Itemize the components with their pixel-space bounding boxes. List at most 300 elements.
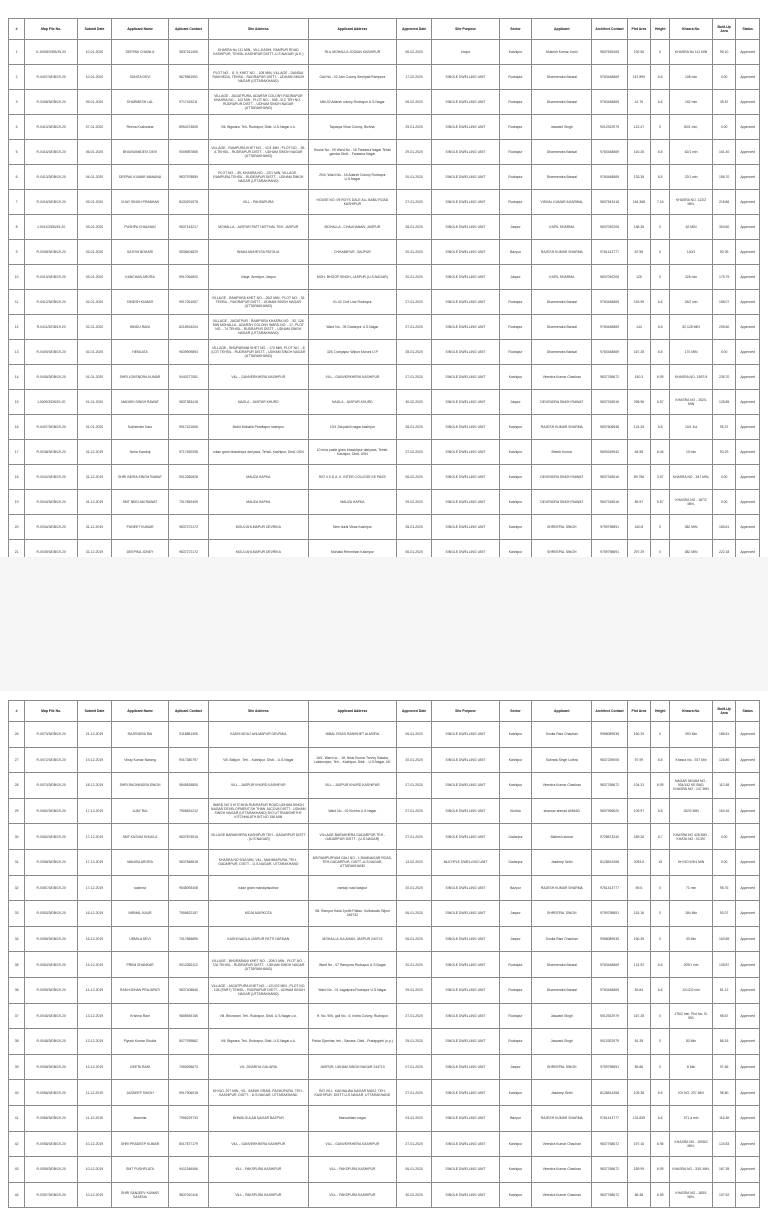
table-cell: 18-12-2019 <box>78 773 112 799</box>
table-cell: R-0034/3/DB/19-20 <box>25 515 78 540</box>
table-cell: 0.00 <box>712 465 736 490</box>
table-cell: SINGLE DWELLING UNIT <box>432 952 500 978</box>
table-cell: 97.99 <box>627 747 651 773</box>
table-cell: 9837239005 <box>592 747 627 773</box>
table-cell: 9958089935 <box>592 722 627 748</box>
table-cell: 163.16 <box>712 798 736 824</box>
table-cell: R-0058/3/DB/19-20 <box>25 849 78 875</box>
table-cell: Rudrapur <box>499 952 531 978</box>
table-cell: 9845818805 <box>169 773 209 799</box>
table-cell: SINGLE DWELLING UNIT <box>432 515 500 540</box>
table-cell: SINGLE DWELLING UNIT <box>432 773 500 799</box>
table-cell: 33 Min <box>670 926 713 952</box>
status-cell: Approved <box>736 165 760 190</box>
table-row <box>9 440 760 465</box>
table-cell: 28-01-2020 <box>396 340 431 365</box>
table-cell: 19 <box>9 490 25 515</box>
table-cell: 35 <box>9 952 25 978</box>
table-cell: 13-12-2019 <box>78 1003 112 1029</box>
table-cell: SHRI LOKENDRA KUMAR <box>111 365 168 390</box>
table-cell: 156.70 <box>712 165 736 190</box>
table-row <box>9 1105 760 1131</box>
table-cell: 184 Min <box>670 901 713 927</box>
table-cell: JASDEEP SINGH <box>111 1080 168 1106</box>
table-cell: Vill. Bigwara, Teh- Rudrapur, Distt- U.S.Nagar u.k. <box>208 115 308 140</box>
table-cell: 9958089935 <box>592 926 627 952</box>
table-row <box>9 65 760 90</box>
table-cell: 89.756 <box>627 465 651 490</box>
status-cell: Approved <box>736 1054 760 1080</box>
table-cell: 9837848818 <box>169 849 209 875</box>
column-header: Plot Area <box>627 701 651 722</box>
table-cell: Jaspur <box>499 1054 531 1080</box>
table-cell: 9759798891 <box>592 540 627 565</box>
table-cell: Jaswant Singh <box>532 1003 592 1029</box>
table-cell: Kashipur <box>499 515 531 540</box>
table-cell: BHAGWANDEVI DEVI <box>111 140 168 165</box>
table-cell: 9005957865 <box>169 140 209 165</box>
table-cell: 93.07 <box>712 901 736 927</box>
table-cell: 131.839 <box>627 1105 651 1131</box>
table-cell: SINGLE DWELLING UNIT <box>432 240 500 265</box>
table-cell: 27-01-2020 <box>396 1003 431 1029</box>
table-cell: Dharmendra Bansal <box>532 340 592 365</box>
table-cell: 0 <box>651 115 670 140</box>
header-row <box>9 19 760 40</box>
page-break <box>0 557 768 691</box>
table-cell: 197.16 <box>627 1131 651 1157</box>
table-cell: 03-01-2020 <box>78 240 112 265</box>
table-cell: 0 <box>651 926 670 952</box>
table-cell: 10/1 Zul <box>670 415 713 440</box>
table-cell: 6.5 <box>651 140 670 165</box>
table-cell: SHREEPAL SINGH <box>532 1054 592 1080</box>
column-header: Site Purpose <box>432 19 500 40</box>
table-cell: Kashipur <box>499 1157 531 1183</box>
table-cell: Kashipur <box>499 40 531 65</box>
table-cell: 7017852409 <box>169 490 209 515</box>
table-cell: 37 <box>9 1003 25 1029</box>
table-cell: VISHAL KUMAR AGARWAL <box>532 190 592 215</box>
table-cell: vulan gram mandiyasutinor <box>208 875 308 901</box>
column-header: Applicant Address <box>308 19 396 40</box>
table-cell: 42 <box>9 1131 25 1157</box>
table-cell: 12-12-2019 <box>78 1054 112 1080</box>
table-cell: 06-01-2020 <box>396 926 431 952</box>
table-cell: 29-01-2020 <box>396 1029 431 1055</box>
table-cell: RAM KISHAN PRAJAPATI <box>111 977 168 1003</box>
table-cell: MANISA ARORA <box>111 849 168 875</box>
table-cell: DEEPAK KUMAR MANANA <box>111 165 168 190</box>
table-cell: 8 Min <box>670 1054 713 1080</box>
column-header: Applicant <box>532 701 592 722</box>
table-cell: SINGLE DWELLING UNIT <box>432 1054 500 1080</box>
table-cell: 20-01-2020 <box>396 747 431 773</box>
table-cell: 6.5 <box>651 90 670 115</box>
table-cell: 19-12-2019 <box>78 747 112 773</box>
table-cell: 9012922979 <box>592 115 627 140</box>
table-cell: 06-01-2020 <box>78 140 112 165</box>
table-cell: 0 <box>651 265 670 290</box>
table-row <box>9 365 760 390</box>
table-cell: 7906822157 <box>169 901 209 927</box>
table-cell: DEVENDRA SINGH RAWAT <box>532 490 592 515</box>
table-cell: 0 <box>651 1054 670 1080</box>
table-cell: 7 <box>9 190 25 215</box>
table-cell: R-0412/3/DB/19-20 <box>25 290 78 315</box>
table-cell: 9837318516 <box>592 465 627 490</box>
table-cell: MOHALLA - CHAUHANAN, JASPUR <box>308 215 396 240</box>
table-cell: Gali No - 02 Jain Colony Semipati Rampura <box>308 65 396 90</box>
table-cell: Ward No - 07 Rampura Rudrapur U.S.Nagar <box>308 952 396 978</box>
table-cell: R-0409/3/DB/19-20 <box>25 340 78 365</box>
table-cell: SINGLE DWELLING UNIT <box>432 90 500 115</box>
table-cell: 9118881305 <box>169 722 209 748</box>
status-cell: Approved <box>736 849 760 875</box>
column-header: Applicant <box>532 19 592 40</box>
table-cell: 152 min <box>670 90 713 115</box>
status-cell: Approved <box>736 140 760 165</box>
table-cell: J-0009/3/DB/19-20 <box>25 390 78 415</box>
table-cell: 16-12-2019 <box>78 926 112 952</box>
table-cell: SINGLE DWELLING UNIT <box>432 798 500 824</box>
table-cell: 29-01-2020 <box>396 140 431 165</box>
table-cell: SINGLE DWELLING UNIT <box>432 340 500 365</box>
table-cell: 9017380797 <box>169 747 209 773</box>
table-cell: 21 <box>9 540 25 565</box>
table-cell: 107.92 <box>712 1182 736 1208</box>
table-cell: 10-12-2019 <box>78 1157 112 1183</box>
table-cell: 26/2 min <box>670 290 713 315</box>
table-cell: 30 <box>9 824 25 850</box>
table-cell: 8954374605 <box>169 115 209 140</box>
table-cell: Jaspur <box>499 926 531 952</box>
table-cell: 38 <box>9 1029 25 1055</box>
table-cell: Vill. Rampur Kalal Jyothi Pattan, Kulkawala, Bijnor 246732 <box>308 901 396 927</box>
table-cell: 28 <box>9 773 25 799</box>
table-cell: BINDU RANI <box>111 315 168 340</box>
table-cell: R-0057/3/DB/19-20 <box>25 1182 78 1208</box>
table-cell: RAJESH KUMAR SHARMA <box>532 240 592 265</box>
table-cell: SINGLE DWELLING UNIT <box>432 215 500 240</box>
column-header: Site Purpose <box>432 701 500 722</box>
status-cell: Approved <box>736 824 760 850</box>
table-cell: 0.00 <box>712 115 736 140</box>
table-cell: Rudrapur <box>499 290 531 315</box>
status-cell: Approved <box>736 977 760 1003</box>
table-cell: 17 <box>9 440 25 465</box>
table-cell: SINGLE DWELLING UNIT <box>432 1157 500 1183</box>
table-row <box>9 340 760 365</box>
table-cell: 13 <box>9 340 25 365</box>
table-cell: 8128814268 <box>592 1080 627 1106</box>
column-header: Khasra No. <box>670 19 713 40</box>
table-cell: 95.10 <box>712 40 736 65</box>
table-cell: Jaspur <box>499 265 531 290</box>
table-cell: 83.64 <box>627 977 651 1003</box>
table-cell: 12 <box>9 315 25 340</box>
table-cell: R-0407/3/DB/19-20 <box>25 65 78 90</box>
table-cell: 9760448869 <box>592 340 627 365</box>
table-cell: 9917906018 <box>169 1080 209 1106</box>
status-cell: Approved <box>736 365 760 390</box>
table-cell: Jaspur <box>499 215 531 240</box>
table-cell: VILLAGE - JAGATPURA, ADARSH COLONY RUDRAPUR KHASRA NO. - 102 MIN , PLOT NO. - 908 - B,C TEH NO. - RUDRAPUR DISTT. - UDHAM SINGH NAGAR (UTTARAKHAND) <box>208 90 308 115</box>
table-cell: 13-12-2019 <box>78 1029 112 1055</box>
status-cell: Approved <box>736 190 760 215</box>
table-cell: MOUJ AHLMAPUR DEVRIKA <box>208 540 308 565</box>
table-cell: 30-02-2020 <box>396 1182 431 1208</box>
table-cell: Pahar Djamhar, teh - Sanasa, Distt - Pratapgarh (u.p.) <box>308 1029 396 1055</box>
table-cell: RAJENDRA RAI <box>111 722 168 748</box>
table-cell: Jaspur <box>499 390 531 415</box>
table-cell: SINGLE DWELLING UNIT <box>432 1105 500 1131</box>
table-cell: sushma <box>111 875 168 901</box>
table-cell: Jaswant Singh <box>532 115 592 140</box>
header-row <box>9 701 760 722</box>
table-cell: 06-01-2020 <box>396 901 431 927</box>
table-cell: 14-12-2019 <box>78 952 112 978</box>
table-cell: 325 min <box>670 265 713 290</box>
column-header: Architect Contact <box>592 701 627 722</box>
table-cell: Rudrapur <box>499 90 531 115</box>
table-cell: 9012260528 <box>169 465 209 490</box>
table-cell: KAPIL SHARMA <box>532 265 592 290</box>
table-cell: 9837010116 <box>169 1182 209 1208</box>
status-cell: Approved <box>736 240 760 265</box>
table-cell: 167.28 <box>627 340 651 365</box>
table-cell: 10/1 Jila pakhi nagar kashipur <box>308 415 396 440</box>
table-cell: 98.67 <box>712 1003 736 1029</box>
table-cell: 9761413777 <box>592 1105 627 1131</box>
table-cell: KH NO 9/3/4 MIN <box>670 849 713 875</box>
table-cell: 9808945155 <box>169 1003 209 1029</box>
table-cell: 9 <box>9 240 25 265</box>
column-header: Applicant Name <box>111 701 168 722</box>
table-cell: KHASRA NO 9/3A MIN, VILL. MAHIMAPURA, TEH - GADARPUR, DISTT. - U.S.NAGAR, UTTARAKHAND <box>208 849 308 875</box>
table-cell: Kichha <box>499 798 531 824</box>
table-cell: Kashipur <box>499 1080 531 1106</box>
table-cell: 9760448869 <box>592 290 627 315</box>
table-cell: 03-01-2020 <box>78 265 112 290</box>
table-cell: PLOT NO. - 59, KHASRA NO. - 22/1 MIN, VILLAGE - RAMPURA TEHSIL - RUDRAPUR DISTT. - UDHAM SINGH NAGAR (UTTARAKHAND) <box>208 165 308 190</box>
table-cell: 20-01-2020 <box>396 240 431 265</box>
table-cell: 167.35 <box>712 1157 736 1183</box>
table-cell: 85.97 <box>627 490 651 515</box>
table-cell: 03-01-2020 <box>396 1105 431 1131</box>
table-cell: 31-12-2019 <box>78 465 112 490</box>
table-cell: 9837875516 <box>169 824 209 850</box>
column-header: Site Address <box>208 701 308 722</box>
table-cell: Krishna Rani <box>111 1003 168 1029</box>
status-cell: Approved <box>736 926 760 952</box>
table-cell: VILLAGE - BHURARANI KHET NO. - 209/1 MIN , PLOT NO. - 72A TEHSIL - RUDRAPUR DISTT. - UDHAM SINGH NAGAR (UTTARAKHAND) <box>208 952 308 978</box>
table-cell: SHRI INDRA SINGH RAWAT <box>111 465 168 490</box>
table-cell: Virendra Kumar Chauhan <box>532 1182 592 1208</box>
table-cell: 07-01-2020 <box>78 115 112 140</box>
table-cell: 84.98 <box>627 440 651 465</box>
table-cell: NAGLA - JASPUR KHURD <box>208 390 308 415</box>
table-cell: DINESH KUMAR <box>111 290 168 315</box>
table-cell: VILL - PAKSPURA KASHIPUR <box>308 1182 396 1208</box>
table-row <box>9 849 760 875</box>
table-row <box>9 773 760 799</box>
table-row <box>9 190 760 215</box>
table-row <box>9 165 760 190</box>
table-cell: 6.95 <box>651 1182 670 1208</box>
table-cell: 34 <box>9 926 25 952</box>
table-cell: KAPIL SHARMA <box>532 215 592 240</box>
table-cell: 7.16 <box>651 190 670 215</box>
table-cell: R-0008/3/DB/19-20 <box>25 1054 78 1080</box>
table-cell: PREM SHANKAR <box>111 952 168 978</box>
table-cell: SINGLE DWELLING UNIT <box>432 190 500 215</box>
table-cell: KHASRA No 111 MIN , VILL-KASHI, RAMPUR ROAD KASHIPUR, TEHSIL-KASHIPUR DISTT.-U.S.NAGAR (U.K.) <box>208 40 308 65</box>
map-approval-table-page-2 <box>8 700 760 1208</box>
table-cell: PUNEET KUMAR <box>111 515 168 540</box>
table-cell: VILL - GANVERKHERA KASHIPUR <box>208 1131 308 1157</box>
table-cell: SINGLE DWELLING UNIT <box>432 540 500 565</box>
table-cell: SHREEPAL SINGH <box>532 540 592 565</box>
table-row <box>9 952 760 978</box>
table-cell: 0 <box>651 1029 670 1055</box>
column-header: Status <box>736 19 760 40</box>
table-cell: 9837768672 <box>592 1182 627 1208</box>
table-cell: Reena Kushwaha <box>111 115 168 140</box>
table-cell: 9759798891 <box>592 515 627 540</box>
column-header: Sector <box>499 701 531 722</box>
table-cell: Tapasya Vihar Colony, Bichha, <box>308 115 396 140</box>
table-cell: 8218915204 <box>169 315 209 340</box>
table-cell: Rudrapur <box>499 140 531 165</box>
table-cell: 9837768672 <box>592 1157 627 1183</box>
table-cell: KANCHAN ARORA <box>111 265 168 290</box>
table-cell: Dharmendra Bansal <box>532 90 592 115</box>
table-cell: 11-12-2019 <box>78 1080 112 1106</box>
status-cell: Approved <box>736 1105 760 1131</box>
table-cell: 303.60 <box>712 215 736 240</box>
table-cell: R-0406/3/DB/19-20 <box>25 365 78 390</box>
table-cell: 6.5 <box>651 315 670 340</box>
table-cell: SHRI PRADEEP KUMAR <box>111 1131 168 1157</box>
table-cell: Jasdeep Sethi <box>532 849 592 875</box>
table-cell: 382 MIN <box>670 540 713 565</box>
table-cell: shaurav ahmad AHMAD <box>532 798 592 824</box>
table-cell: 17-12-2019 <box>78 849 112 875</box>
table-cell: 5.9 <box>651 1080 670 1106</box>
table-cell: 52,128 MIN <box>670 315 713 340</box>
table-cell: 16/1, Ward no. - 18, Near Kumar Torvey Sataba, Lakshmipur, Teh. - Kashipur, Distt. - U.S.Nagar, UK <box>308 747 396 773</box>
table-cell: Rudrapur <box>499 165 531 190</box>
table-cell: 9639909893 <box>169 340 209 365</box>
table-cell: 09-01-2020 <box>78 90 112 115</box>
table-cell: 222.18 <box>712 540 736 565</box>
table-cell: SINGLE DWELLING UNIT <box>432 265 500 290</box>
table-row <box>9 115 760 140</box>
table-cell: 6.46 <box>651 440 670 465</box>
table-cell: sharmila <box>111 1105 168 1131</box>
table-cell: Dharmendra Bansal <box>532 140 592 165</box>
table-cell: 53.29 <box>712 440 736 465</box>
table-cell: 16 <box>9 415 25 440</box>
status-cell: Approved <box>736 798 760 824</box>
table-cell: R-0413/3/DB/19-20 <box>25 165 78 190</box>
table-cell: SATISH BOHARI <box>111 240 168 265</box>
table-cell: Mohalla Rehmthan Kashipur <box>308 540 396 565</box>
table-cell: 105.38 <box>627 1080 651 1106</box>
table-cell: MAUZA HAPKA <box>208 490 308 515</box>
table-cell: 02-01-2020 <box>78 290 112 315</box>
table-cell: 9837383418 <box>169 390 209 415</box>
table-cell: 17-12-2019 <box>78 798 112 824</box>
table-cell: Dharmendra Bansal <box>532 977 592 1003</box>
table-cell: 7906631212 <box>169 798 209 824</box>
table-cell: 98.80 <box>712 1080 736 1106</box>
table-cell: 3 <box>9 90 25 115</box>
table-body <box>9 722 760 1208</box>
table-cell: 116.36 <box>712 1105 736 1131</box>
table-cell: R-0073/3/DB/19-20 <box>25 722 78 748</box>
status-cell: Approved <box>736 265 760 290</box>
table-cell: SMT KUSUM SHUKLA <box>111 824 168 850</box>
table-cell: 186.61 <box>712 722 736 748</box>
column-header: Height <box>651 19 670 40</box>
table-cell: 6.5 <box>651 340 670 365</box>
table-cell: 0 <box>651 1003 670 1029</box>
table-cell: House No - 09 Ward No - 16 Fantama Nagar Tehsil gandar Distt. - Fantama Nagar <box>308 140 396 165</box>
table-cell: 27-01-2020 <box>396 315 431 340</box>
table-cell: Vill. Bhurarani, Teh- Rudrapur, Distt- U.S.Nagar u.k. <box>208 1003 308 1029</box>
table-row <box>9 215 760 240</box>
table-cell: R-0013/3/DB/19-20 <box>25 265 78 290</box>
table-cell: 9440277081 <box>169 365 209 390</box>
table-cell: 6.95 <box>651 773 670 799</box>
table-cell: 62 MIN <box>670 215 713 240</box>
table-cell: 121/2/2 min <box>670 977 713 1003</box>
status-cell: Approved <box>736 490 760 515</box>
table-cell: 31-12-2019 <box>78 440 112 465</box>
table-cell: SINGLE DWELLING UNIT <box>432 1080 500 1106</box>
table-cell: R-0008/3/DB/19-20 <box>25 240 78 265</box>
table-cell: 9837092205 <box>592 215 627 240</box>
table-cell: SINGLE DWELLING UNIT <box>432 1182 500 1208</box>
table-cell: 125 <box>627 265 651 290</box>
column-header: Status <box>736 701 760 722</box>
table-cell: 20-01-2020 <box>396 875 431 901</box>
table-cell: SINGLE DWELLING UNIT <box>432 365 500 390</box>
table-cell: 371 a min <box>670 1105 713 1131</box>
status-cell: Approved <box>736 1029 760 1055</box>
status-cell: Approved <box>736 1157 760 1183</box>
table-cell: 86.16 <box>712 1029 736 1055</box>
table-cell: MOUJ AHLMAPUR DEVRIKA <box>208 515 308 540</box>
table-cell: MOJA MURKOTA <box>208 901 308 927</box>
table-cell: KH NO. 207 MIN , VIL. SAINIK GRAM, PASHUPURA, TEH - KASHIPUR, DISTT. - U.S.NAGAR, UTTARAKHAND <box>208 1080 308 1106</box>
table-cell: 9012922979 <box>592 1029 627 1055</box>
table-cell: 62/1 min <box>670 140 713 165</box>
table-cell: SMT NEELAM RAWAT <box>111 490 168 515</box>
column-header: Built-Up Area <box>712 701 736 722</box>
table-cell: 06-01-2020 <box>396 540 431 565</box>
table-cell: 87.96 <box>627 240 651 265</box>
table-row <box>9 465 760 490</box>
table-cell: 9837978859 <box>169 165 209 190</box>
table-cell: 06-02-2020 <box>396 40 431 65</box>
table-cell: 115.16 <box>627 901 651 927</box>
table-cell: 20-01-2020 <box>396 265 431 290</box>
table-row <box>9 1054 760 1080</box>
table-cell: NIRMAL KAUR <box>111 901 168 927</box>
